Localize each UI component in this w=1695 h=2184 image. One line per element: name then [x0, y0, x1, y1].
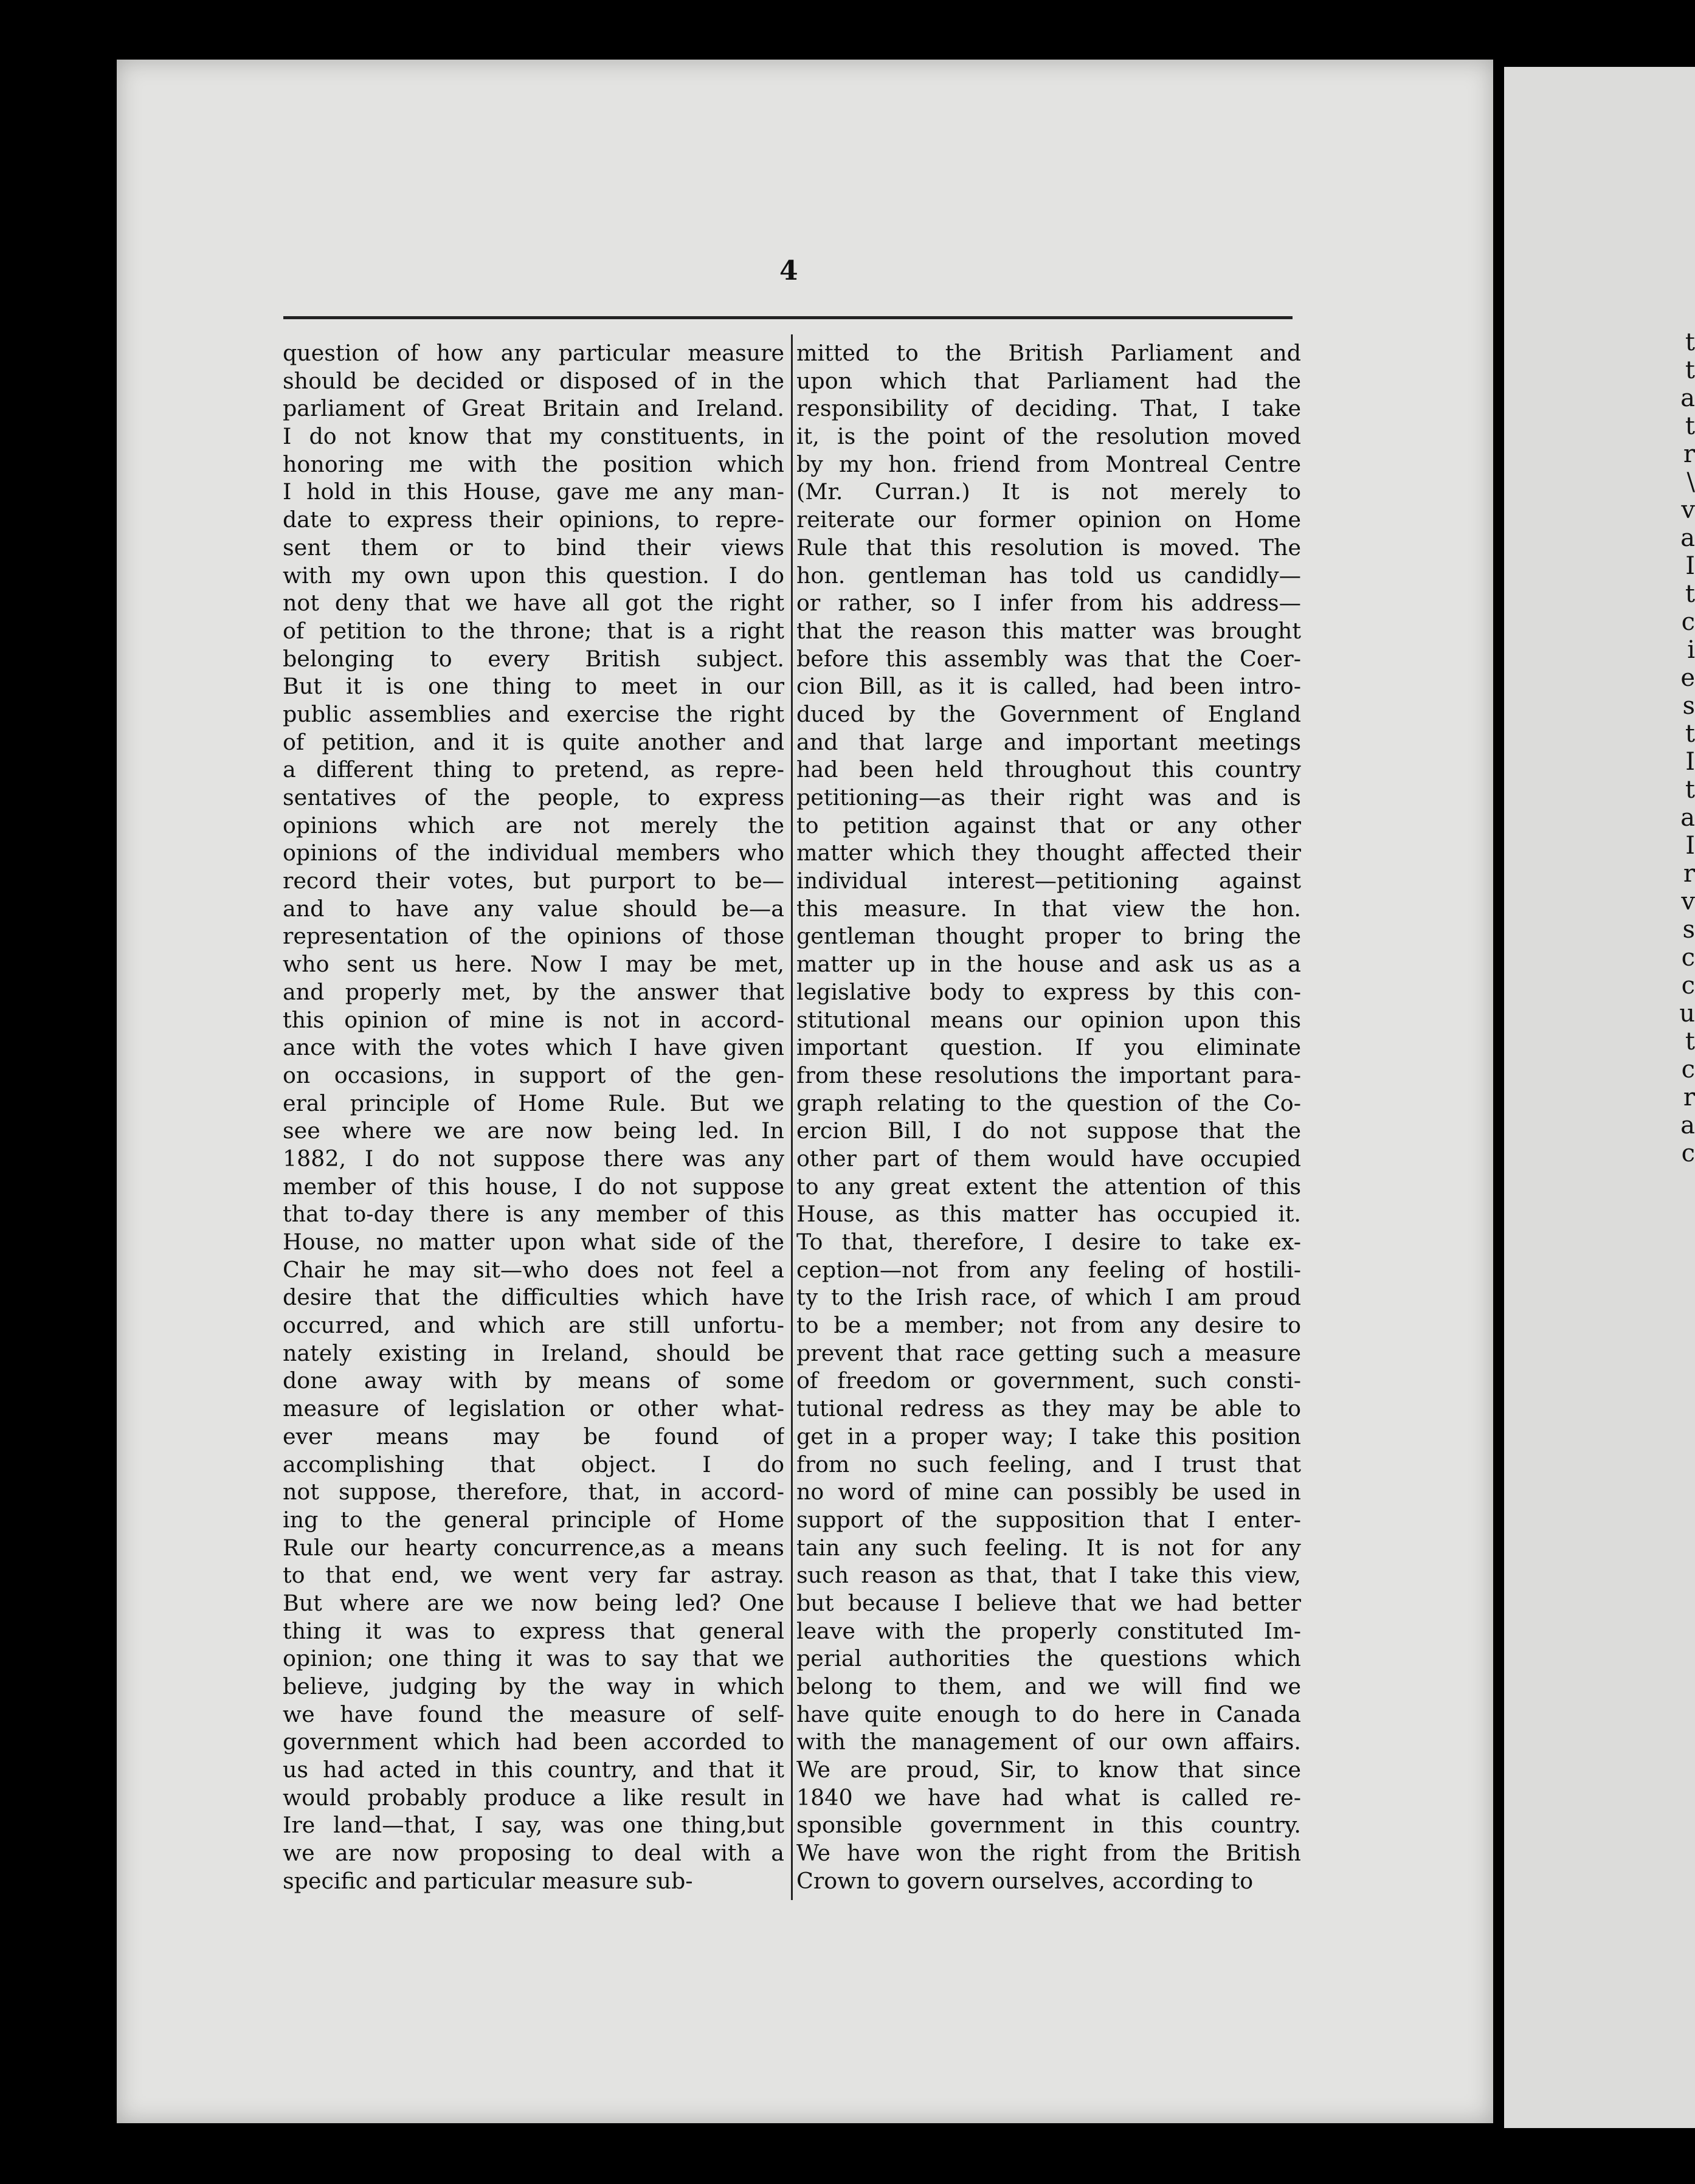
text-line: Rule that this resolution is moved. The — [796, 534, 1301, 561]
text-line: this measure. In that view the hon. — [796, 895, 1301, 922]
text-line: not suppose, therefore, that, in accord- — [283, 1479, 784, 1505]
text-line: honoring me with the position which — [283, 451, 784, 477]
text-line: prevent that race getting such a measure — [796, 1339, 1301, 1366]
text-line: that the reason this matter was brought — [796, 617, 1301, 644]
text-line: opinions of the individual members who — [283, 840, 784, 866]
text-line: ercion Bill, I do not suppose that the — [796, 1118, 1301, 1144]
edge-letter: \ — [1686, 468, 1695, 496]
text-line: believe, judging by the way in which — [283, 1673, 784, 1699]
text-line: to petition against that or any other — [796, 812, 1301, 838]
text-line: opinions which are not merely the — [283, 812, 784, 838]
text-line: of freedom or government, such consti- — [796, 1367, 1301, 1394]
edge-letter: v — [1681, 888, 1695, 916]
edge-letter: t — [1685, 1028, 1695, 1056]
text-line: petitioning—as their right was and is — [796, 784, 1301, 810]
text-line: 1882, I do not suppose there was any — [283, 1145, 784, 1172]
text-line: and that large and important meetings — [796, 728, 1301, 755]
text-line: us had acted in this country, and that it — [283, 1757, 784, 1783]
edge-letter: c — [1681, 972, 1695, 1000]
edge-letter: e — [1680, 664, 1695, 692]
text-line: duced by the Government of England — [796, 700, 1301, 727]
text-line: tain any such feeling. It is not for any — [796, 1534, 1301, 1561]
text-line: Crown to govern ourselves, according to — [796, 1867, 1254, 1894]
text-line: legislative body to express by this con- — [796, 978, 1301, 1005]
header-rule — [283, 316, 1293, 319]
edge-letter: r — [1683, 440, 1695, 468]
text-line: gentleman thought proper to bring the — [796, 923, 1301, 950]
text-line: tutional redress as they may be able to — [796, 1395, 1301, 1422]
text-line: would probably produce a like result in — [283, 1784, 784, 1811]
edge-letter: r — [1683, 860, 1695, 888]
text-line: it, is the point of the resolution moved — [796, 423, 1301, 450]
left-text-column — [283, 339, 784, 1895]
text-line: Chair he may sit—who does not feel a — [283, 1256, 784, 1283]
text-line: specific and particular measure sub- — [283, 1867, 693, 1894]
text-line: by my hon. friend from Montreal Centre — [796, 451, 1301, 477]
text-line: House, no matter upon what side of the — [283, 1229, 784, 1255]
text-line: opinion; one thing it was to say that we — [283, 1645, 784, 1672]
text-line: with the management of our own affairs. — [796, 1729, 1301, 1755]
text-line: reiterate our former opinion on Home — [796, 506, 1301, 533]
edge-letter: a — [1680, 804, 1695, 832]
text-line: hon. gentleman has told us candidly— — [796, 562, 1301, 589]
edge-letter: t — [1685, 580, 1695, 608]
text-line: mitted to the British Parliament and — [796, 340, 1301, 366]
text-line: We have won the right from the British — [796, 1840, 1301, 1867]
right-text-column — [796, 339, 1301, 1895]
edge-letter: t — [1685, 776, 1695, 804]
text-line: have quite enough to do here in Canada — [796, 1701, 1301, 1727]
text-line: important question. If you eliminate — [796, 1034, 1301, 1061]
text-line: from no such feeling, and I trust that — [796, 1451, 1301, 1477]
text-line: ever means may be found of — [283, 1423, 784, 1450]
edge-letter: I — [1685, 748, 1695, 776]
edge-letter: I — [1685, 552, 1695, 580]
edge-letter: u — [1679, 1000, 1695, 1028]
edge-letter: s — [1682, 916, 1695, 944]
edge-letter: t — [1685, 720, 1695, 748]
text-line: to be a member; not from any desire to — [796, 1312, 1301, 1339]
text-line: that to-day there is any member of this — [283, 1201, 784, 1228]
text-line: had been held throughout this country — [796, 756, 1301, 783]
text-line: on occasions, in support of the gen- — [283, 1062, 784, 1088]
text-line: support of the supposition that I enter- — [796, 1506, 1301, 1533]
text-line: stitutional means our opinion upon this — [796, 1006, 1301, 1033]
text-line: get in a proper way; I take this position — [796, 1423, 1301, 1450]
text-line: such reason as that, that I take this view, — [796, 1562, 1301, 1589]
text-line: (Mr. Curran.) It is not merely to — [796, 479, 1301, 505]
text-line: thing it was to express that general — [283, 1617, 784, 1644]
text-line: sent them or to bind their views — [283, 534, 784, 561]
text-line: ty to the Irish race, of which I am proud — [796, 1284, 1301, 1311]
text-line: a different thing to pretend, as repre- — [283, 756, 784, 783]
text-line: But where are we now being led? One — [283, 1589, 784, 1616]
text-line: belonging to every British subject. — [283, 645, 784, 672]
text-line: sentatives of the people, to express — [283, 784, 784, 810]
text-line: I hold in this House, gave me any man- — [283, 479, 784, 505]
text-line: 1840 we have had what is called re- — [796, 1784, 1301, 1811]
text-line: graph relating to the question of the Co- — [796, 1090, 1301, 1116]
edge-letter: v — [1681, 496, 1695, 524]
text-line: who sent us here. Now I may be met, — [283, 951, 784, 978]
edge-letter: t — [1685, 328, 1695, 356]
text-line: But it is one thing to meet in our — [283, 673, 784, 700]
text-line: government which had been accorded to — [283, 1729, 784, 1755]
text-line: from these resolutions the important para- — [796, 1062, 1301, 1088]
text-line: of petition, and it is quite another and — [283, 728, 784, 755]
text-line: eral principle of Home Rule. But we — [283, 1090, 784, 1116]
text-line: to any great extent the attention of this — [796, 1173, 1301, 1200]
text-line: desire that the difficulties which have — [283, 1284, 784, 1311]
edge-letter: t — [1685, 356, 1695, 384]
edge-letter: I — [1685, 832, 1695, 860]
text-line: individual interest—petitioning against — [796, 868, 1301, 894]
text-line: done away with by means of some — [283, 1367, 784, 1394]
text-line: ing to the general principle of Home — [283, 1506, 784, 1533]
text-line: measure of legislation or other what- — [283, 1395, 784, 1422]
text-line: perial authorities the questions which — [796, 1645, 1301, 1672]
text-line: matter which they thought affected their — [796, 840, 1301, 866]
text-line: We are proud, Sir, to know that since — [796, 1757, 1301, 1783]
text-line: record their votes, but purport to be— — [283, 868, 784, 894]
text-line: and properly met, by the answer that — [283, 978, 784, 1005]
text-line: ance with the votes which I have given — [283, 1034, 784, 1061]
text-line: no word of mine can possibly be used in — [796, 1479, 1301, 1505]
text-line: Ire land—that, I say, was one thing,but — [283, 1812, 784, 1839]
text-line: of petition to the throne; that is a right — [283, 617, 784, 644]
text-line: accomplishing that object. I do — [283, 1451, 784, 1477]
text-line: question of how any particular measure — [283, 340, 784, 366]
text-line: matter up in the house and ask us as a — [796, 951, 1301, 978]
text-line: date to express their opinions, to repre- — [283, 506, 784, 533]
text-line: Rule our hearty concurrence,as a means — [283, 1534, 784, 1561]
text-line: we have found the measure of self- — [283, 1701, 784, 1727]
text-line: belong to them, and we will find we — [796, 1673, 1301, 1699]
text-line: To that, therefore, I desire to take ex- — [796, 1229, 1301, 1255]
text-line: House, as this matter has occupied it. — [796, 1201, 1301, 1228]
text-line: upon which that Parliament had the — [796, 367, 1301, 394]
text-line: or rather, so I infer from his address— — [796, 590, 1301, 617]
text-line: with my own upon this question. I do — [283, 562, 784, 589]
text-line: other part of them would have occupied — [796, 1145, 1301, 1172]
text-line: we are now proposing to deal with a — [283, 1840, 784, 1867]
text-line: member of this house, I do not suppose — [283, 1173, 784, 1200]
edge-letter: a — [1680, 384, 1695, 412]
adjacent-page-text-fragments — [1671, 328, 1695, 1167]
text-line: to that end, we went very far astray. — [283, 1562, 784, 1589]
text-line: see where we are now being led. In — [283, 1118, 784, 1144]
text-line: public assemblies and exercise the right — [283, 700, 784, 727]
edge-letter: a — [1680, 524, 1695, 552]
text-line: should be decided or disposed of in the — [283, 367, 784, 394]
text-line: and to have any value should be—a — [283, 895, 784, 922]
edge-letter: s — [1682, 692, 1695, 720]
text-line: ception—not from any feeling of hostili- — [796, 1256, 1301, 1283]
text-line: but because I believe that we had better — [796, 1589, 1301, 1616]
column-divider — [791, 334, 793, 1900]
text-line: before this assembly was that the Coer- — [796, 645, 1301, 672]
adjacent-page-edge — [1504, 67, 1695, 2128]
text-line: occurred, and which are still unfortu- — [283, 1312, 784, 1339]
text-line: responsibility of deciding. That, I take — [796, 395, 1301, 422]
edge-letter: c — [1681, 1139, 1695, 1167]
text-line: nately existing in Ireland, should be — [283, 1339, 784, 1366]
text-line: this opinion of mine is not in accord- — [283, 1006, 784, 1033]
edge-letter: a — [1680, 1111, 1695, 1139]
edge-letter: r — [1683, 1083, 1695, 1111]
edge-letter: c — [1681, 608, 1695, 636]
text-line: I do not know that my constituents, in — [283, 423, 784, 450]
text-line: leave with the properly constituted Im- — [796, 1617, 1301, 1644]
text-line: not deny that we have all got the right — [283, 590, 784, 617]
edge-letter: i — [1687, 636, 1695, 664]
text-line: sponsible government in this country. — [796, 1812, 1301, 1839]
edge-letter: c — [1681, 1056, 1695, 1083]
text-line: cion Bill, as it is called, had been intro- — [796, 673, 1301, 700]
text-line: parliament of Great Britain and Ireland. — [283, 395, 784, 422]
text-line: representation of the opinions of those — [283, 923, 784, 950]
edge-letter: t — [1685, 412, 1695, 440]
edge-letter: c — [1681, 944, 1695, 972]
page-number: 4 — [779, 255, 798, 286]
